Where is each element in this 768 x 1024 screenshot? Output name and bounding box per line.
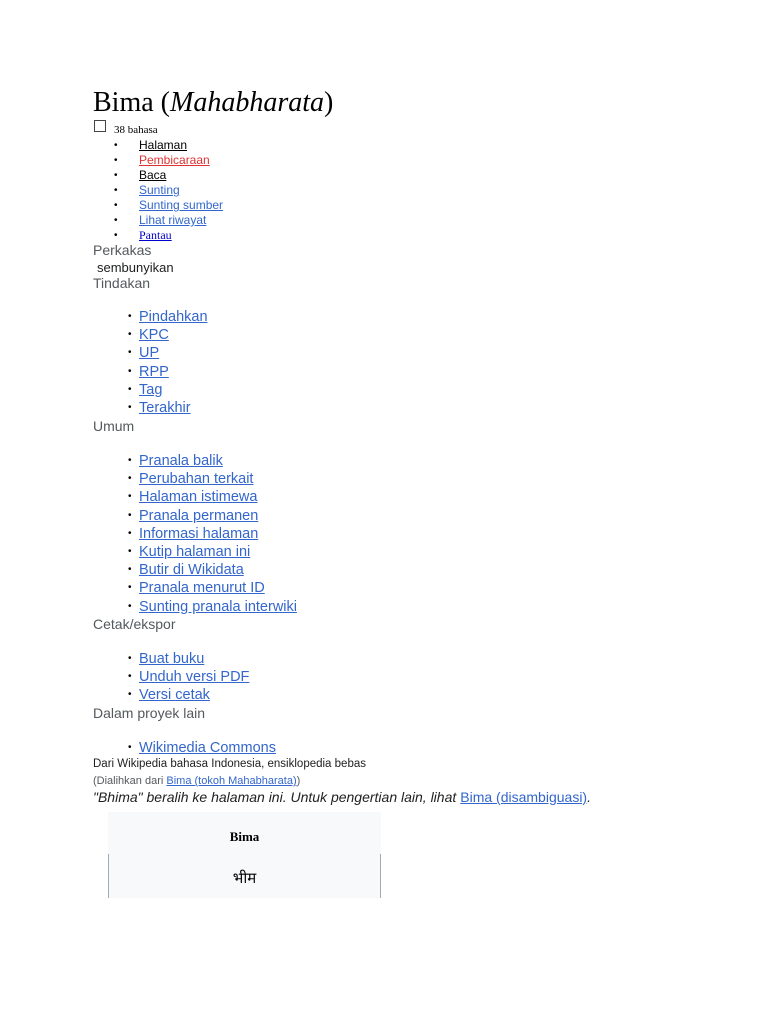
list-item bbox=[128, 470, 297, 488]
tool-link-move[interactable]: Pindahkan bbox=[139, 309, 208, 325]
tool-link-edit-interwiki[interactable]: Sunting pranala interwiki bbox=[139, 598, 297, 615]
print-export-list bbox=[128, 650, 249, 705]
infobox-native-name: भीम bbox=[232, 869, 257, 887]
tab-history-link[interactable]: Lihat riwayat bbox=[139, 213, 207, 227]
tool-link-download-pdf[interactable]: Unduh versi PDF bbox=[139, 669, 250, 686]
tool-link-backlinks[interactable]: Pranala balik bbox=[139, 453, 223, 469]
list-item bbox=[128, 579, 297, 597]
tool-link-link-by-id[interactable]: Pranala menurut ID bbox=[139, 580, 265, 597]
list-item bbox=[128, 326, 208, 344]
list-item bbox=[128, 452, 297, 470]
tool-link-kpc[interactable]: KPC bbox=[139, 327, 169, 344]
list-item bbox=[128, 650, 249, 668]
list-item bbox=[128, 488, 297, 506]
page-title: Bima (Mahabharata) bbox=[93, 87, 334, 118]
tab-edit-source[interactable] bbox=[114, 198, 223, 213]
list-item bbox=[128, 308, 208, 326]
list-item bbox=[128, 543, 297, 561]
tab-talk-link[interactable]: Pembicaraan bbox=[139, 153, 210, 167]
tab-page[interactable] bbox=[114, 138, 223, 153]
site-subtitle: Dari Wikipedia bahasa Indonesia, ensiklopedia bebas bbox=[93, 758, 366, 770]
list-item bbox=[128, 668, 249, 686]
section-heading-print-export: Cetak/ekspor bbox=[93, 616, 176, 632]
tools-heading: Perkakas bbox=[93, 242, 152, 258]
tool-link-rpp[interactable]: RPP bbox=[139, 363, 169, 380]
languages-label[interactable]: 38 bahasa bbox=[114, 124, 158, 136]
tool-link-create-book[interactable]: Buat buku bbox=[139, 651, 205, 667]
section-heading-other-projects: Dalam proyek lain bbox=[93, 705, 206, 721]
tab-history[interactable] bbox=[114, 213, 223, 228]
tool-link-page-info[interactable]: Informasi halaman bbox=[139, 525, 259, 542]
page-tabs bbox=[114, 138, 223, 243]
tab-read-link[interactable]: Baca bbox=[139, 168, 167, 182]
hatnote: "Bhima" beralih ke halaman ini. Untuk pengertian lain, lihat Bima (disambiguasi). bbox=[93, 789, 591, 805]
list-item bbox=[128, 525, 297, 543]
tab-watch-link[interactable]: Pantau bbox=[139, 228, 172, 242]
redirect-note: (Dialihkan dari Bima (tokoh Mahabharata)) bbox=[93, 775, 301, 787]
tool-link-wikidata[interactable]: Butir di Wikidata bbox=[139, 562, 244, 579]
list-item bbox=[128, 507, 297, 525]
list-item bbox=[128, 344, 208, 362]
section-heading-general: Umum bbox=[93, 418, 135, 434]
list-item bbox=[128, 381, 208, 399]
tab-talk[interactable] bbox=[114, 153, 223, 168]
tool-link-latest[interactable]: Terakhir bbox=[139, 399, 191, 416]
tool-link-special-pages[interactable]: Halaman istimewa bbox=[139, 489, 258, 506]
section-heading-actions: Tindakan bbox=[93, 275, 151, 291]
tool-link-commons[interactable]: Wikimedia Commons bbox=[139, 740, 276, 756]
list-item bbox=[128, 561, 297, 579]
disambiguation-link[interactable]: Bima (disambiguasi) bbox=[460, 789, 588, 805]
list-item bbox=[128, 399, 208, 417]
list-item bbox=[128, 363, 208, 381]
tool-link-cite[interactable]: Kutip halaman ini bbox=[139, 543, 251, 560]
list-item bbox=[128, 739, 276, 757]
tab-watch[interactable] bbox=[114, 228, 223, 243]
tab-read[interactable] bbox=[114, 168, 223, 183]
infobox-title: Bima bbox=[229, 829, 260, 844]
list-item bbox=[128, 598, 297, 616]
general-list bbox=[128, 452, 297, 616]
infobox bbox=[108, 812, 381, 898]
hide-tools-button[interactable]: sembunyikan bbox=[97, 260, 174, 275]
list-item bbox=[128, 686, 249, 704]
languages-checkbox[interactable] bbox=[94, 120, 106, 132]
tool-link-tag[interactable]: Tag bbox=[139, 381, 163, 398]
tool-link-related-changes[interactable]: Perubahan terkait bbox=[139, 471, 254, 488]
tool-link-printable[interactable]: Versi cetak bbox=[139, 687, 210, 704]
tab-edit-source-link[interactable]: Sunting sumber bbox=[139, 198, 224, 212]
actions-list bbox=[128, 308, 208, 417]
redirect-source-link[interactable]: Bima (tokoh Mahabharata) bbox=[166, 775, 297, 787]
other-projects-list bbox=[128, 739, 276, 757]
tab-page-link[interactable]: Halaman bbox=[139, 138, 188, 152]
tool-link-permanent-link[interactable]: Pranala permanen bbox=[139, 507, 259, 524]
tool-link-up[interactable]: UP bbox=[139, 345, 160, 362]
tab-edit-link[interactable]: Sunting bbox=[139, 183, 180, 197]
tab-edit[interactable] bbox=[114, 183, 223, 198]
